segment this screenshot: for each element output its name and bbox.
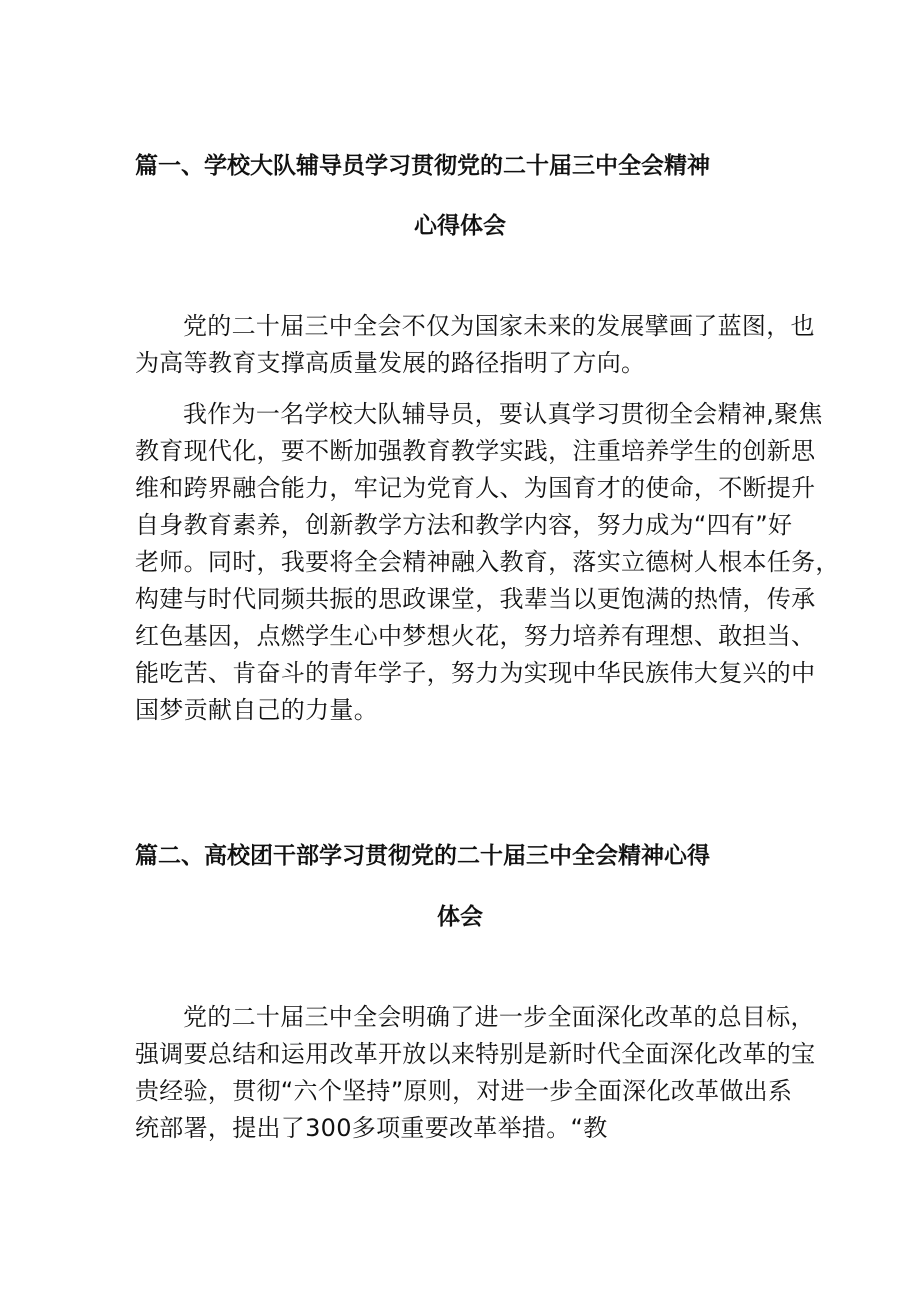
text-line: 教育现代化，要不断加强教育教学实践，注重培养学生的创新思 (135, 437, 816, 465)
text-line: 党的二十届三中全会明确了进一步全面深化改革的总目标， (183, 1003, 815, 1031)
text-line: 党的二十届三中全会不仅为国家未来的发展擘画了蓝图，也 (183, 312, 815, 340)
text-line: 统部署，提出了300多项重要改革举措。“教 (135, 1114, 608, 1142)
text-line: 自身教育素养，创新教学方法和教学内容，努力成为“四有”好 (135, 511, 793, 539)
section1-title-line1: 篇一、学校大队辅导员学习贯彻党的二十届三中全会精神 (135, 153, 710, 179)
section2-paragraph1 (135, 999, 816, 1147)
text-line: 老师。同时，我要将全会精神融入教育，落实立德树人根本任务， (135, 548, 840, 576)
section1-title-line2: 心得体会 (414, 213, 506, 239)
text-line: 我作为一名学校大队辅导员，要认真学习贯彻全会精神,聚焦 (183, 400, 823, 428)
section2-title-line2: 体会 (437, 904, 483, 930)
section2-title-continued (0, 902, 920, 932)
section1-title-continued (0, 211, 920, 241)
text-line: 国梦贡献自己的力量。 (135, 696, 378, 724)
section1-title (0, 151, 920, 181)
section1-paragraph2 (135, 396, 840, 729)
text-line: 红色基因，点燃学生心中梦想火花，努力培养有理想、敢担当、 (135, 622, 816, 650)
section2-title-line1: 篇二、高校团干部学习贯彻党的二十届三中全会精神心得 (135, 843, 710, 869)
text-line: 能吃苦、肯奋斗的青年学子，努力为实现中华民族伟大复兴的中 (135, 659, 816, 687)
text-line: 强调要总结和运用改革开放以来特别是新时代全面深化改革的宝 (135, 1040, 816, 1068)
text-line: 贵经验，贯彻“六个坚持”原则，对进一步全面深化改革做出系 (135, 1077, 793, 1105)
text-line: 构建与时代同频共振的思政课堂，我辈当以更饱满的热情，传承 (135, 585, 816, 613)
text-line: 为高等教育支撑高质量发展的路径指明了方向。 (135, 349, 646, 377)
section1-paragraph1 (135, 308, 815, 382)
text-line: 维和跨界融合能力，牢记为党育人、为国育才的使命，不断提升 (135, 474, 816, 502)
section2-title (0, 841, 920, 871)
